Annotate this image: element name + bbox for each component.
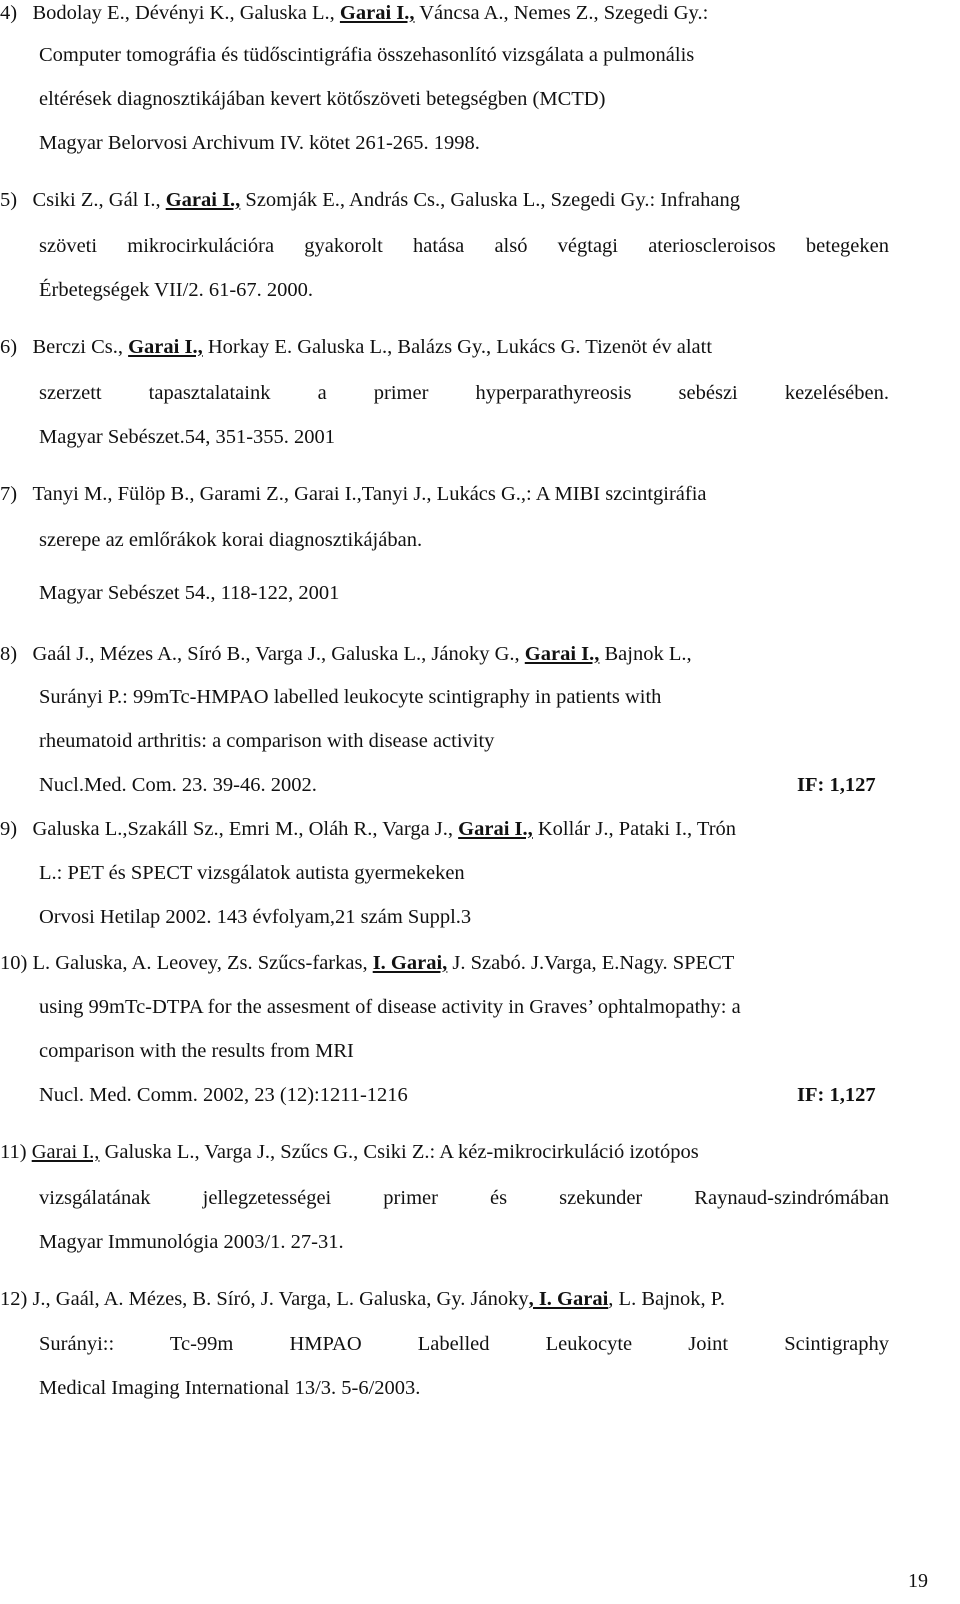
ref-7-line-1: [0, 484, 707, 505]
page-number: 19: [908, 1570, 928, 1592]
ref-11-line-3: Magyar Immunológia 2003/1. 27-31.: [39, 1231, 344, 1253]
ref-8-garai: Garai I.,: [524, 643, 600, 665]
ref-9-line-3: Orvosi Hetilap 2002. 143 évfolyam,21 szám Suppl.3: [39, 906, 472, 928]
ref-12-number: 12): [0, 1288, 28, 1310]
ref-5-line-1: [0, 190, 740, 211]
ref-10-number: 10): [0, 952, 28, 974]
ref-6-authors-a: Berczi Cs.,: [32, 336, 129, 358]
ref-6-line-2: szerzett tapasztalataink a primer hyperparathyreosis sebészi kezelésében.: [39, 382, 889, 404]
ref-6-authors-b: Horkay E. Galuska L., Balázs Gy., Lukács G. Tizenöt év alatt: [202, 336, 713, 358]
ref-12-line-3: Medical Imaging International 13/3. 5-6/2003.: [39, 1377, 421, 1399]
ref-7-number: 7): [0, 483, 18, 505]
ref-9-line-2: L.: PET és SPECT vizsgálatok autista gyermekeken: [39, 862, 465, 884]
ref-10-line-2: using 99mTc-DTPA for the assesment of disease activity in Graves’ ophtalmopathy: a: [39, 996, 741, 1018]
ref-5-authors-a: Csiki Z., Gál I.,: [32, 189, 166, 211]
ref-11-number: 11): [0, 1141, 27, 1163]
ref-4-line-1: [0, 3, 708, 24]
ref-9-authors-b: Kollár J., Pataki I., Trón: [532, 818, 737, 840]
ref-10-garai: I. Garai,: [372, 952, 448, 974]
ref-5-line-2: szöveti mikrocirkulációra gyakorolt hatása alsó végtagi aterioscleroisos betegeken: [39, 235, 889, 257]
ref-6-number: 6): [0, 336, 18, 358]
ref-12-line-2: Surányi:: Tc-99m HMPAO Labelled Leukocyte Joint Scintigraphy: [39, 1333, 889, 1355]
ref-8-line-2: Surányi P.: 99mTc-HMPAO labelled leukocyte scintigraphy in patients with: [39, 686, 662, 708]
ref-10-line-1: [0, 953, 734, 974]
ref-11-line-2: vizsgálatának jellegzetességei primer és szekunder Raynaud-szindrómában: [39, 1187, 889, 1209]
ref-6-line-1: [0, 337, 712, 358]
ref-7-authors: Tanyi M., Fülöp B., Garami Z., Garai I.,Tanyi J., Lukács G.,: A MIBI szcintgiráfia: [32, 483, 707, 505]
ref-12-garai: , I. Garai: [528, 1288, 609, 1310]
ref-8-line-3: rheumatoid arthritis: a comparison with disease activity: [39, 730, 495, 752]
ref-12-line-1: [0, 1289, 725, 1310]
ref-10-impact-factor: IF: 1,127: [797, 1084, 876, 1106]
ref-9-number: 9): [0, 818, 18, 840]
ref-4-line-4: Magyar Belorvosi Archivum IV. kötet 261-265. 1998.: [39, 132, 480, 154]
ref-4-number: 4): [0, 2, 18, 24]
ref-9-authors-a: Galuska L.,Szakáll Sz., Emri M., Oláh R., Varga J.,: [32, 818, 459, 840]
ref-12-authors-b: , L. Bajnok, P.: [608, 1288, 726, 1310]
ref-9-line-1: [0, 819, 736, 840]
ref-8-authors-a: Gaál J., Mézes A., Síró B., Varga J., Galuska L., Jánoky G.,: [32, 643, 525, 665]
ref-4-line-2: Computer tomográfia és tüdőscintigráfia összehasonlító vizsgálata a pulmonális: [39, 44, 695, 66]
ref-7-line-2: szerepe az emlőrákok korai diagnosztikájában.: [39, 529, 423, 551]
ref-9-garai: Garai I.,: [458, 818, 533, 840]
ref-8-impact-factor: IF: 1,127: [797, 774, 876, 796]
ref-7-line-3: Magyar Sebészet 54., 118-122, 2001: [39, 582, 340, 604]
ref-10-authors-b: J. Szabó. J.Varga, E.Nagy. SPECT: [447, 952, 735, 974]
ref-8-line-4: Nucl.Med. Com. 23. 39-46. 2002.: [39, 774, 317, 796]
ref-8-authors-b: Bajnok L.,: [599, 643, 692, 665]
ref-10-line-4: Nucl. Med. Comm. 2002, 23 (12):1211-1216: [39, 1084, 408, 1106]
ref-10-line-3: comparison with the results from MRI: [39, 1040, 354, 1062]
ref-5-number: 5): [0, 189, 18, 211]
ref-11-line-1: [0, 1142, 699, 1163]
ref-5-authors-b: Szomják E., András Cs., Galuska L., Szegedi Gy.: Infrahang: [240, 189, 740, 211]
ref-12-authors-a: J., Gaál, A. Mézes, B. Síró, J. Varga, L. Galuska, Gy. Jánoky: [32, 1288, 529, 1310]
ref-5-line-3: Érbetegségek VII/2. 61-67. 2000.: [39, 279, 314, 301]
ref-6-garai: Garai I.,: [128, 336, 203, 358]
ref-11-authors-b: Galuska L., Varga J., Szűcs G., Csiki Z.: A kéz-mikrocirkuláció izotópos: [99, 1141, 699, 1163]
ref-4-line-3: eltérések diagnosztikájában kevert kötőszöveti betegségben (MCTD): [39, 88, 606, 110]
ref-5-garai: Garai I.,: [165, 189, 241, 211]
ref-4-garai: Garai I.,: [339, 2, 415, 24]
ref-4-authors-b: Váncsa A., Nemes Z., Szegedi Gy.:: [414, 2, 709, 24]
ref-11-garai: Garai I.,: [31, 1141, 100, 1163]
ref-8-number: 8): [0, 643, 18, 665]
ref-4-authors-a: Bodolay E., Dévényi K., Galuska L.,: [32, 2, 340, 24]
ref-8-line-1: [0, 644, 692, 665]
ref-10-authors-a: L. Galuska, A. Leovey, Zs. Szűcs-farkas,: [32, 952, 373, 974]
ref-6-line-3: Magyar Sebészet.54, 351-355. 2001: [39, 426, 336, 448]
